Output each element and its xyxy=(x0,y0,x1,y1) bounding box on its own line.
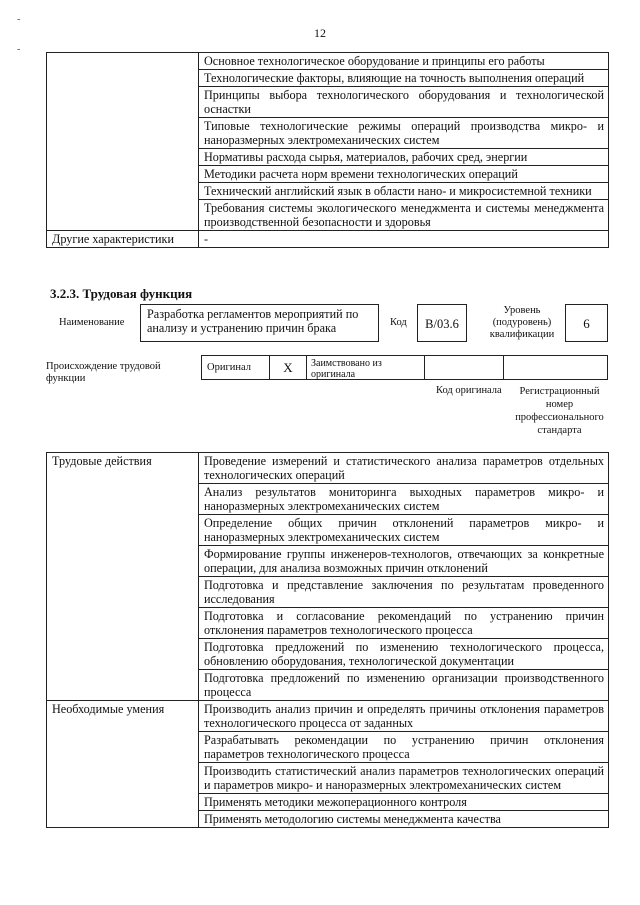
text-cell: Нормативы расхода сырья, материалов, рабочих сред, энергии xyxy=(199,149,609,166)
list-item: Определение общих причин отклонений параметров микро- и наноразмерных электромеханических систем xyxy=(199,515,609,546)
table-row xyxy=(47,453,609,484)
group-label: Необходимые умения xyxy=(47,701,199,828)
list-item: Производить анализ причин и определять причины отклонения параметров технологического процесса от заданных xyxy=(199,701,609,732)
list-item: Проведение измерений и статистического анализа параметров отдельных технологических операций xyxy=(199,453,609,484)
label-cell xyxy=(47,183,199,200)
knowledge-table xyxy=(46,52,609,248)
label-cell xyxy=(47,70,199,87)
table-row xyxy=(47,53,609,70)
table-row xyxy=(47,166,609,183)
list-item: Разрабатывать рекомендации по устранению причин отклонения параметров технологического процесса xyxy=(199,732,609,763)
list-item: Подготовка и согласование рекомендаций по устранению причин отклонения параметров технологического процесса xyxy=(199,608,609,639)
table-row xyxy=(47,70,609,87)
table-row xyxy=(47,118,609,149)
label-cell xyxy=(47,200,199,231)
list-item: Применять методологию системы менеджмента качества xyxy=(199,811,609,828)
label-cell xyxy=(47,87,199,118)
origin-label: Происхождение трудовой функции xyxy=(46,361,161,384)
code-original-cell xyxy=(424,355,503,380)
text-cell: Технологические факторы, влияющие на точность выполнения операций xyxy=(199,70,609,87)
list-item: Применять методики межоперационного контроля xyxy=(199,794,609,811)
actions-table xyxy=(46,452,609,828)
table-row xyxy=(47,200,609,231)
reg-number-cell xyxy=(503,355,608,380)
reg-number-caption: Регистрационный номер профессионального стандарта xyxy=(515,386,604,436)
table-row xyxy=(47,149,609,166)
label-cell xyxy=(47,149,199,166)
code-label: Код xyxy=(390,317,407,328)
list-item: Формирование группы инженеров-технологов, отвечающих за конкретные операции, для анализа возможных причин отклонений xyxy=(199,546,609,577)
original-label: Оригинал xyxy=(207,362,251,373)
label-cell xyxy=(47,118,199,149)
label-cell xyxy=(47,53,199,70)
table-row xyxy=(47,183,609,200)
text-cell: Основное технологическое оборудование и принципы его работы xyxy=(199,53,609,70)
scan-mark: - xyxy=(17,44,21,55)
list-item: Производить статистический анализ параметров технологических операций и параметров микро- и наноразмерных электромеханических систем xyxy=(199,763,609,794)
table-row xyxy=(47,87,609,118)
list-item: Анализ результатов мониторинга выходных параметров микро- и наноразмерных электромеханических систем xyxy=(199,484,609,515)
text-cell: Методики расчета норм времени технологических операций xyxy=(199,166,609,183)
original-cell xyxy=(201,355,269,380)
text-cell: Технический английский язык в области нано- и микросистемной техники xyxy=(199,183,609,200)
borrowed-label: Заимствовано из оригинала xyxy=(306,355,424,380)
section-title: 3.2.3. Трудовая функция xyxy=(50,286,193,301)
original-mark: X xyxy=(269,355,306,380)
list-item: Подготовка предложений по изменению технологического процесса, обновлению оборудования, технологической документации xyxy=(199,639,609,670)
code-value-box: B/03.6 xyxy=(417,304,467,342)
level-value-box: 6 xyxy=(565,304,608,342)
label-cell xyxy=(47,166,199,183)
group-label: Трудовые действия xyxy=(47,453,199,701)
scan-mark: - xyxy=(17,14,21,25)
function-name-box: Разработка регламентов мероприятий по анализу и устранению причин брака xyxy=(140,304,379,342)
list-item: Подготовка предложений по изменению организации производственного процесса xyxy=(199,670,609,701)
level-label: Уровень (подуровень) квалификации xyxy=(489,305,555,340)
text-cell: Принципы выбора технологического оборудования и технологической оснастки xyxy=(199,87,609,118)
table-row xyxy=(47,231,609,248)
code-original-caption: Код оригинала xyxy=(436,385,502,396)
text-cell: Типовые технологические режимы операций производства микро- и наноразмерных электромеханических систем xyxy=(199,118,609,149)
text-cell: Требования системы экологического менеджмента и системы менеджмента производственной безопасности и здоровья xyxy=(199,200,609,231)
label-cell: Другие характеристики xyxy=(47,231,199,248)
table-row xyxy=(47,701,609,732)
name-label: Наименование xyxy=(59,317,125,328)
list-item: Подготовка и представление заключения по результатам проведенного исследования xyxy=(199,577,609,608)
text-cell: - xyxy=(199,231,609,248)
page-number: 12 xyxy=(314,26,326,40)
